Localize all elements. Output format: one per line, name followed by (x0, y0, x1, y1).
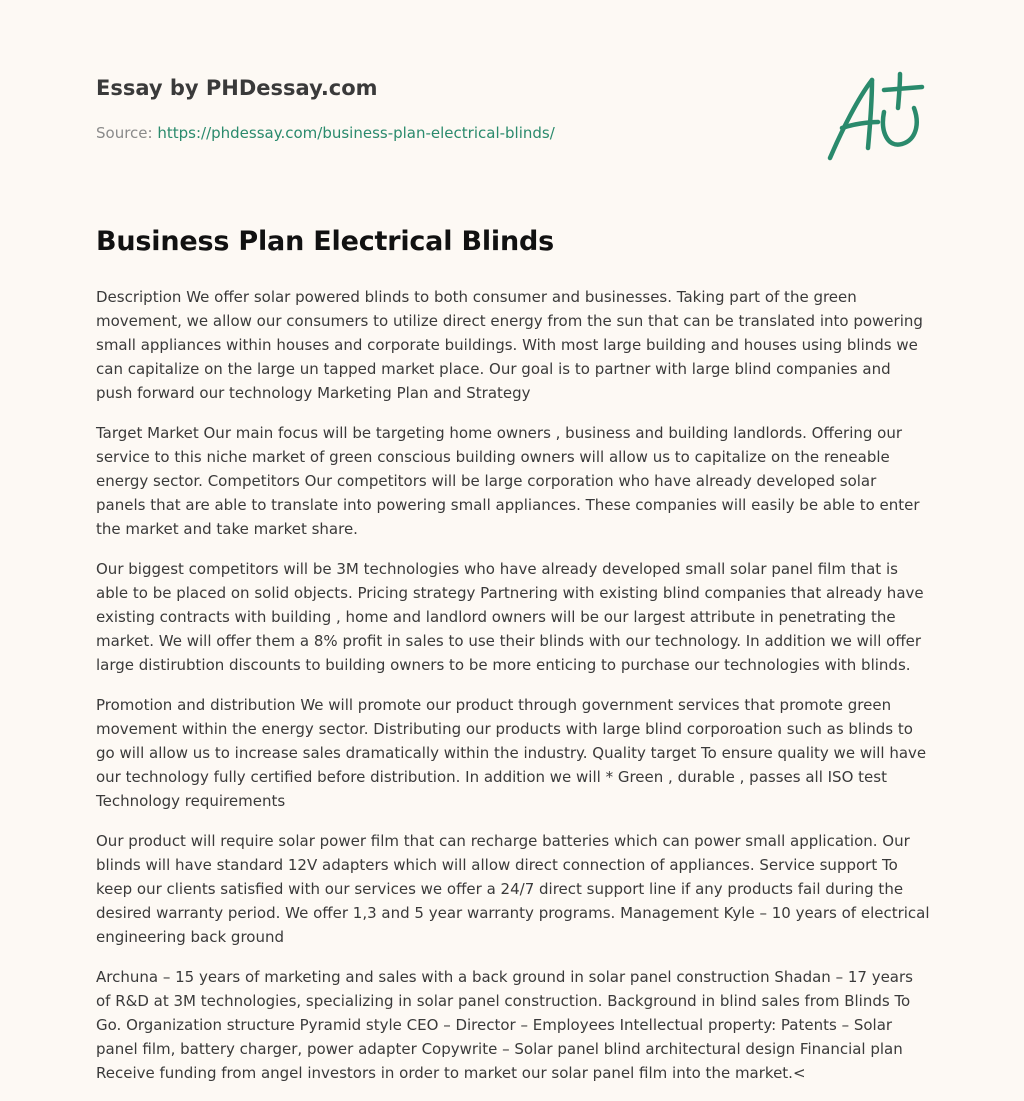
source-label: Source: (96, 124, 153, 142)
paragraph: Target Market Our main focus will be targeting home owners , business and building landlords. Offering our service to this niche market of green conscious building owners will allow us to capitalize on the reneable energy sector. Competitors Our competitors will be large corporation who have already developed solar panels that are able to translate into powering small appliances. These companies will easily be able to enter the market and take market share. (96, 424, 920, 538)
source-line (96, 124, 555, 142)
source-link[interactable]: https://phdessay.com/business-plan-electrical-blinds/ (157, 124, 555, 142)
paragraph: Our biggest competitors will be 3M technologies who have already developed small solar panel film that is able to be placed on solid objects. Pricing strategy Partnering with existing blind companies that already have existing contracts with building , home and landlord owners will be our largest attribute in penetrating the market. We will offer them a 8% profit in sales to use their blinds with our technology. In addition we will offer large distirubtion discounts to building owners to be more enticing to purchase our technologies with blinds. (96, 560, 924, 674)
document-body (96, 285, 930, 1101)
site-title: Essay by PHDessay.com (96, 76, 378, 100)
paragraph: Promotion and distribution We will promote our product through government services that promote green movement within the energy sector. Distributing our products with large blind corporoation such as blinds to go will allow us to increase sales dramatically within the industry. Quality target To ensure quality we will have our technology fully certified before distribution. In addition we will * Green , durable , passes all ISO test Technology requirements (96, 696, 927, 810)
document-title: Business Plan Electrical Blinds (96, 226, 554, 257)
paragraph: Our product will require solar power film that can recharge batteries which can power small application. Our blinds will have standard 12V adapters which will allow direct connection of appliances. Service support To keep our clients satisfied with our services we offer a 24/7 direct support line if any products fail during the desired warranty period. We offer 1,3 and 5 year warranty programs. Management Kyle – 10 years of electrical engineering back ground (96, 832, 930, 946)
a-plus-logo-icon (822, 68, 928, 164)
paragraph: Archuna – 15 years of marketing and sales with a back ground in solar panel construction Shadan – 17 years of R&D at 3M technologies, specializing in solar panel construction. Background in blind sales from Blinds To Go. Organization structure Pyramid style CEO – Director – Employees Intellectual property: Patents – Solar panel film, battery charger, power adapter Copywrite – Solar panel blind architectural design Financial plan Receive funding from angel investors in order to market our solar panel film into the market.< (96, 968, 913, 1082)
paragraph: Description We offer solar powered blinds to both consumer and businesses. Taking part of the green movement, we allow our consumers to utilize direct energy from the sun that can be translated into powering small appliances within houses and corporate buildings. With most large building and houses using blinds we can capitalize on the large un tapped market place. Our goal is to partner with large blind companies and push forward our technology Marketing Plan and Strategy (96, 288, 923, 402)
